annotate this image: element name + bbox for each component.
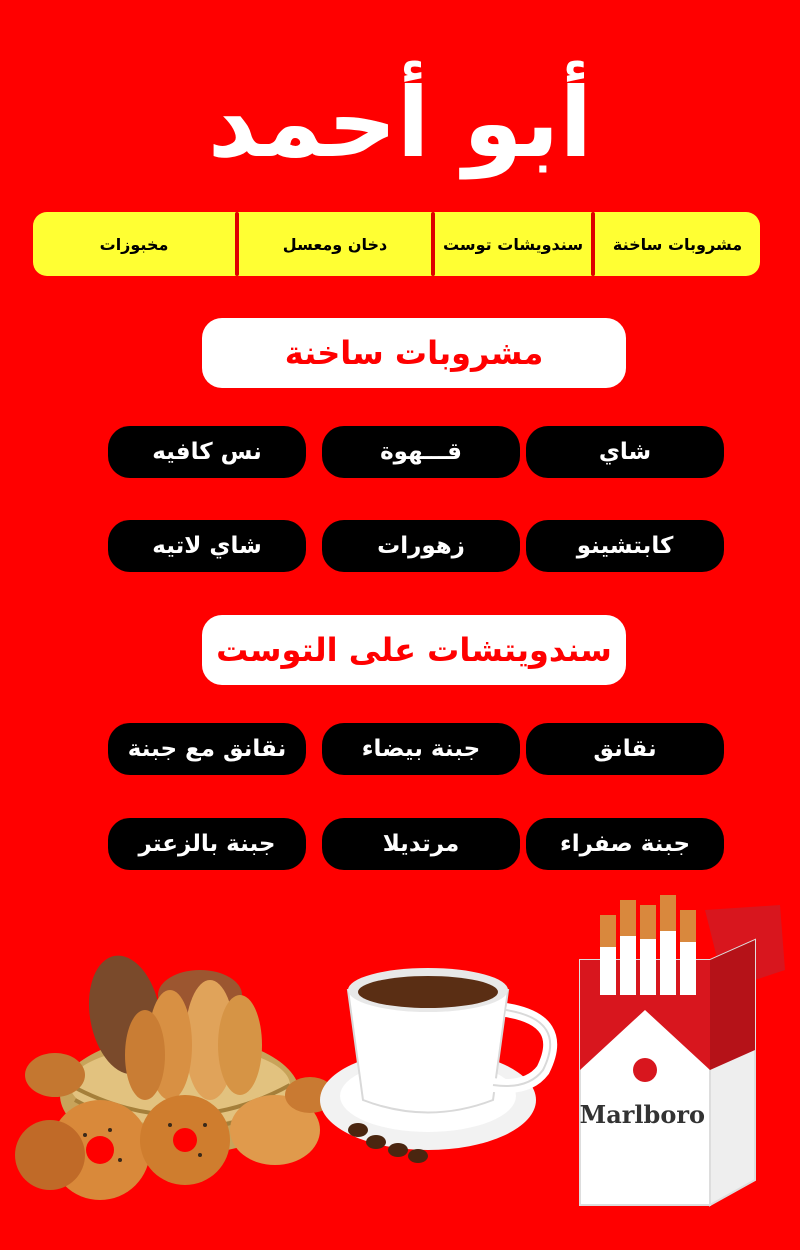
coffee-cup-illustration	[318, 950, 568, 1200]
cigarette-pack-illustration	[575, 880, 790, 1210]
menu-item-white-cheese[interactable]: جبنة بيضاء	[322, 723, 520, 775]
menu-item-herbal-tea[interactable]: زهورات	[322, 520, 520, 572]
tab-tobacco[interactable]: دخان ومعسل	[282, 234, 388, 254]
tab-divider	[235, 212, 239, 276]
menu-item-cappuccino[interactable]: كابتشينو	[526, 520, 724, 572]
menu-item-coffee[interactable]: قـــهوة	[322, 426, 520, 478]
tab-divider	[591, 212, 595, 276]
menu-item-yellow-cheese[interactable]: جبنة صفراء	[526, 818, 724, 870]
menu-item-tea[interactable]: شاي	[526, 426, 724, 478]
tab-toast-sandwiches[interactable]: سندويشات توست	[442, 234, 584, 254]
menu-item-sausage-cheese[interactable]: نقانق مع جبنة	[108, 723, 306, 775]
tab-hot-drinks[interactable]: مشروبات ساخنة	[612, 234, 743, 254]
menu-item-mortadella[interactable]: مرتديلا	[322, 818, 520, 870]
section-title-toast-sandwiches: سندويتشات على التوست	[202, 615, 626, 685]
menu-item-sausage[interactable]: نقانق	[526, 723, 724, 775]
tab-bakery[interactable]: مخبوزات	[99, 234, 169, 254]
cigarette-brand-label: Marlboro	[579, 1100, 705, 1129]
bread-basket-illustration	[10, 945, 340, 1205]
menu-item-tea-latte[interactable]: شاي لاتيه	[108, 520, 306, 572]
menu-item-zaatar-cheese[interactable]: جبنة بالزعتر	[108, 818, 306, 870]
menu-item-nescafe[interactable]: نس كافيه	[108, 426, 306, 478]
category-nav	[33, 212, 760, 276]
page-title: أبو أحمد	[207, 67, 593, 179]
section-title-hot-drinks: مشروبات ساخنة	[202, 318, 626, 388]
tab-divider	[431, 212, 435, 276]
